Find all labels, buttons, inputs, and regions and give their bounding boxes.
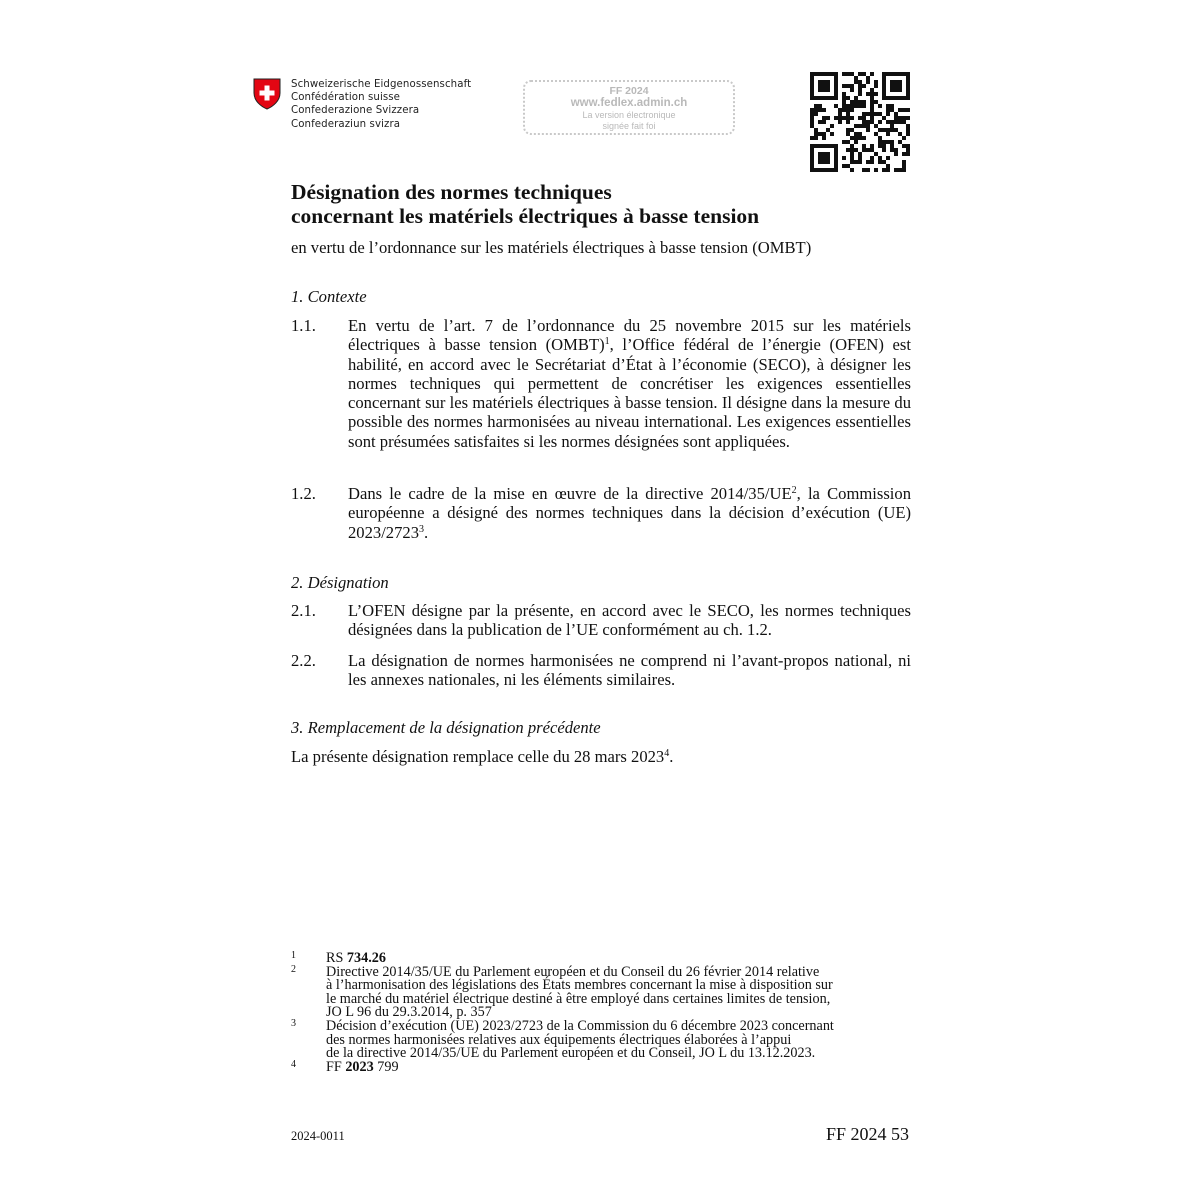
electronic-signature-stamp [523,80,735,135]
document-title [291,180,931,228]
stamp-url: www.fedlex.admin.ch [570,97,688,109]
swiss-cross-shield-icon [253,78,281,110]
footnote-2: 2 Directive 2014/35/UE du Parlement européen et du Conseil du 26 février 2014 relative à l’harmonisation des législations des États membres concernant la mise à disposition sur le marché du matériel électrique destiné à être employé dans certaines limites de tension, JO L 96 du 29.3.2014, p. 357 [291,963,833,1021]
stamp-note-2: signée fait foi [602,120,656,131]
paragraph-number: 1.2. [291,484,316,503]
paragraph-text: L’OFEN désigne par la présente, en accord avec le SECO, les normes techniques désignées dans la publication de l’UE conformément au ch. 1.2. [348,601,911,640]
ff-page-reference: FF 2024 53 [826,1124,910,1144]
paragraph-number: 2.2. [291,651,316,670]
paragraph-2-1 [291,601,911,640]
footnote-number: 1 [291,950,296,961]
paragraph-1-2 [291,484,911,542]
document-number: 2024-0011 [291,1129,345,1143]
paragraph-2-2 [291,651,911,690]
paragraph-text: La désignation de normes harmonisées ne comprend ni l’avant-propos national, ni les annexes nationales, ni les éléments similaires. [348,651,911,690]
footnote-3: 3 Décision d’exécution (UE) 2023/2723 de la Commission du 6 décembre 2023 concernant des normes harmonisées relatives aux équipements électriques élaborées à l’appui de la directive 2014/35/UE du Parlement européen et du Conseil, JO L du 13.12.2023. [291,1017,834,1062]
paragraph-number: 2.1. [291,601,316,620]
confed-it: Confederazione Svizzera [291,105,420,117]
stamp-ff: FF 2024 [609,85,649,97]
footnote-number: 4 [291,1058,296,1070]
footnote-number: 2 [291,963,296,975]
footnote-ref-3[interactable]: 3 [419,523,424,535]
paragraph-text: En vertu de l’art. 7 de l’ordonnance du 25 novembre 2015 sur les matériels électriques à basse tension (OMBT)$^1$, l’Office fédéral de l’énergie (OFEN) est habilité, en accord avec le Secrétariat d’État à l’économie (SECO), à désigner les normes techniques qui permettent de concrétiser les exigences essentielles concernant sur les matériels électriques à basse tension. Il désigne dans la mesure du possible des normes harmonisées au niveau international. Les exigences essentielles sont présumées satisfaites si les normes désignées sont appliquées. [348,316,911,451]
section-heading-replacement: 3. Remplacement de la désignation précédente [291,718,601,737]
footnote-1: 1 RS 734.26 [291,950,386,966]
document-subtitle: en vertu de l’ordonnance sur les matériels électriques à basse tension (OMBT) [291,238,812,257]
replacement-text: La présente désignation remplace celle du 28 mars 2023$^4$. [291,747,674,766]
stamp-note-1: La version électronique [582,110,676,120]
footnote-ref-2[interactable]: 2 [791,485,797,496]
confed-fr: Confédération suisse [291,92,401,104]
section-heading-context: 1. Contexte [291,287,367,306]
footnotes [291,952,911,1074]
paragraph-1-1 [291,316,911,451]
footnote-4: 4 FF 2023 799 [291,1058,399,1075]
paragraph-text: Dans le cadre de la mise en œuvre de la directive $2014/35/UE^2$, la Commission européenne a désigné des normes techniques dans la décision d’exécution (UE) 2023/2723$^3$. [348,484,911,542]
qr-code-icon [810,72,910,172]
confed-de: Schweizerische Eidgenossenschaft [291,79,472,90]
section-heading-designation: 2. Désignation [291,573,389,592]
confederation-names [291,78,471,131]
footnote-number: 3 [291,1017,296,1029]
title-line-2: concernant les matériels électriques à basse tension [291,204,760,228]
confed-rm: Confederaziun svizra [291,118,401,130]
footnote-ref-4[interactable]: 4 [664,748,670,759]
title-line-1: Désignation des normes techniques [291,180,612,204]
paragraph-number: 1.1. [291,316,316,335]
footnote-ref-1[interactable]: 1 [604,336,610,348]
